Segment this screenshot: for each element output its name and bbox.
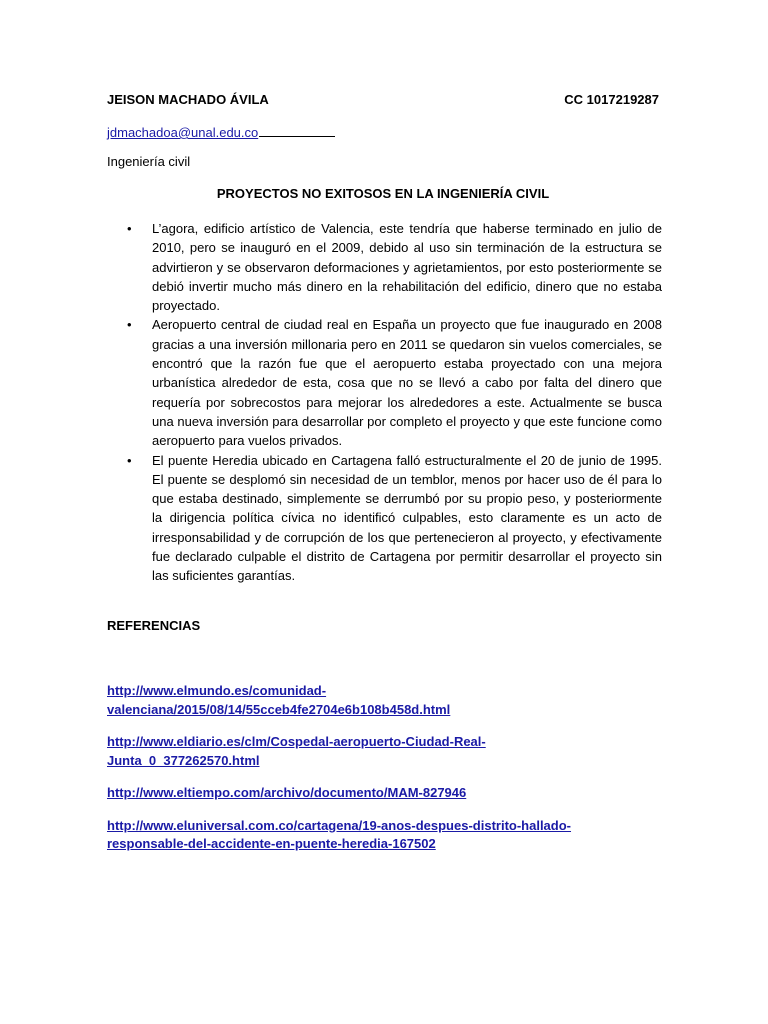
bullet-item-aeropuerto bbox=[107, 315, 662, 450]
email-line bbox=[107, 124, 335, 140]
document-title: PROYECTOS NO EXITOSOS EN LA INGENIERÍA CIVIL bbox=[216, 186, 550, 201]
reference-link-eluniversal[interactable] bbox=[107, 817, 667, 854]
reference-item bbox=[107, 682, 667, 719]
email-link[interactable]: jdmachadoa@unal.edu.co bbox=[107, 125, 259, 140]
reference-link-eltiempo[interactable] bbox=[107, 784, 667, 803]
reference-link-line: Junta_0_377262570.html bbox=[107, 752, 260, 768]
reference-link-line: http://www.eltiempo.com/archivo/documento/MAM-827946 bbox=[107, 785, 467, 800]
reference-item bbox=[107, 817, 667, 854]
bullet-icon: • bbox=[127, 221, 132, 236]
reference-item bbox=[107, 784, 667, 803]
bullet-text: Aeropuerto central de ciudad real en España un proyecto que fue inaugurado en 2008 gracias a una inversión millonaria pero en 2011 se quedaron sin vuelos comerciales, se encontró que la razón fue que el aeropuerto estaba proyectado con una mejora urbanística alrededor de esta, cosa que no se llevó a cabo por falta del dinero que requería por sobrecostos para mejorar los alrededores a este. Actualmente se busca una nueva inversión para desarrollar por completo el proyecto y que este funcione como aeropuerto para vuelos privados. bbox=[152, 317, 662, 449]
header-row bbox=[107, 92, 659, 110]
references-heading: REFERENCIAS bbox=[107, 618, 201, 633]
email-blank-underline bbox=[259, 124, 335, 137]
bullet-icon: • bbox=[127, 452, 132, 468]
bullet-item-agora bbox=[107, 219, 662, 315]
bullet-text: El puente Heredia ubicado en Cartagena falló estructuralmente el 20 de junio de 1995. El puente se desplomó sin necesidad de un temblor, menos por hacer uso de él para lo que estaba destinado, simplemente se derrumbó por su propio peso, y posteriormente la dirigencia política cívica no identificó culpables, esto claramente es un acto de irresponsabilidad y de corrupción de los que pertenecieron al proyecto, y efectivamente fue declarado culpable el distrito de Cartagena por permitir desarrollar el proyecto sin las suficientes garantías. bbox=[152, 452, 662, 584]
bullet-text: L’agora, edificio artístico de Valencia, este tendría que haberse terminado en julio de 2010, pero se inauguró en el 2009, debido al uso sin terminación de la estructura se advirtieron y se observaron deformaciones y agrietamientos, por esto posteriormente se debió invertir mucho más dinero en la rehabilitación del edificio, dinero que no estaba proyectado. bbox=[152, 221, 662, 314]
reference-item bbox=[107, 733, 667, 770]
reference-link-line: http://www.elmundo.es/comunidad- bbox=[107, 683, 327, 698]
reference-link-eldiario[interactable] bbox=[107, 733, 667, 770]
author-name: JEISON MACHADO ÁVILA bbox=[107, 92, 269, 107]
reference-link-line: http://www.eluniversal.com.co/cartagena/19-anos-despues-distrito-hallado- bbox=[107, 817, 572, 833]
reference-link-line: responsable-del-accidente-en-puente-heredia-167502 bbox=[107, 836, 436, 851]
bullet-icon: • bbox=[127, 317, 132, 333]
author-id: CC 1017219287 bbox=[564, 92, 659, 107]
reference-link-line: valenciana/2015/08/14/55cceb4fe2704e6b108b458d.html bbox=[107, 701, 451, 717]
reference-link-elmundo[interactable] bbox=[107, 682, 667, 719]
references-list bbox=[107, 682, 667, 868]
reference-link-line: http://www.eldiario.es/clm/Cospedal-aeropuerto-Ciudad-Real- bbox=[107, 734, 486, 749]
bullet-item-puente-heredia bbox=[107, 451, 662, 586]
career-label: Ingeniería civil bbox=[107, 154, 191, 169]
bullet-list bbox=[107, 219, 662, 586]
